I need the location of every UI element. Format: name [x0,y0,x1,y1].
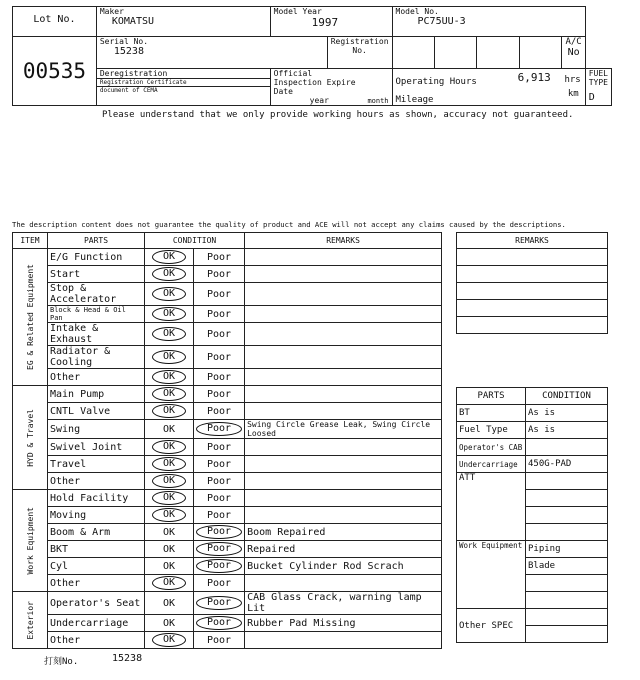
spec-part: Fuel Type [457,422,526,439]
inspection-row [13,323,442,346]
spec-condition: As is [526,405,608,422]
poor-mark: Poor [207,371,232,383]
remark: Boom Repaired [245,524,442,541]
poor-cell [194,439,245,456]
ok-mark: OK [162,526,176,538]
maker-value: KOMATSU [111,16,155,27]
inspection-row [13,249,442,266]
ok-mark: OK [152,370,186,384]
ok-mark: OK [152,440,186,454]
blank-remark-row [457,317,608,334]
ok-cell [145,558,194,575]
year-label: year [309,96,329,105]
spec-part: PARTS [457,388,526,405]
part-name: Moving [48,507,145,524]
remark [245,323,442,346]
spec-condition [526,439,608,456]
part-name: Other [48,575,145,592]
blank-remark-row [457,283,608,300]
lot-no-value: 00535 [22,59,87,83]
ok-mark: OK [152,474,186,488]
spec-condition [526,473,608,490]
item-group-label: Exterior [25,600,35,640]
remark [245,386,442,403]
poor-cell [194,632,245,649]
inspection-row [13,575,442,592]
inspection-row [13,524,442,541]
cema-label: document of CEMA [99,87,158,94]
poor-mark: Poor [207,251,232,263]
spec-part: Operator's CAB [457,439,526,456]
ok-mark: OK [152,387,186,401]
part-name: Other [48,632,145,649]
model-no-cell [392,7,585,37]
right-remarks-header: REMARKS [457,233,608,249]
poor-mark: Poor [196,596,242,610]
maker-label: Maker [99,7,124,16]
inspection-table [12,232,442,649]
poor-mark: Poor [207,475,232,487]
poor-cell [194,306,245,323]
registration-cell [327,37,392,69]
inspection-row [13,473,442,490]
spec-row [457,439,608,456]
spacer-cell [457,334,608,388]
model-no-label: Model No. [395,7,439,16]
inspection-row [13,346,442,369]
poor-mark: Poor [207,634,232,646]
poor-mark: Poor [207,388,232,400]
remark [245,306,442,323]
ok-cell [145,524,194,541]
inspection-row [13,507,442,524]
inspection-row [13,439,442,456]
ok-cell [145,306,194,323]
remark: Bucket Cylinder Rod Scrach [245,558,442,575]
item-group-label: HYD & Travel [25,408,35,467]
ok-mark: OK [152,633,186,647]
work-equipment-item [526,592,608,609]
inspection-row [13,283,442,306]
spec-condition: As is [526,422,608,439]
blank-remark-cell [457,283,608,300]
km-label: km [567,89,579,99]
ok-mark: OK [162,423,176,435]
ok-cell [145,266,194,283]
col-item: ITEM [13,233,48,249]
ok-mark: OK [152,250,186,264]
fuel-type-cell [585,69,611,106]
inspection-row [13,615,442,632]
inspection-row [13,592,442,615]
blank-remark-cell [457,317,608,334]
maker-cell [96,7,270,37]
poor-cell [194,266,245,283]
spec-part: BT [457,405,526,422]
remark [245,369,442,386]
reg-box-4 [519,37,562,69]
hours-cell [392,69,585,106]
inspection-row [13,456,442,473]
fuel-type-label: FUEL TYPE [588,69,608,87]
poor-mark: Poor [207,351,232,363]
spec-row [457,405,608,422]
poor-cell [194,249,245,266]
att-extra-cell [526,490,608,507]
inspection-row [13,558,442,575]
blank-remark-cell [457,249,608,266]
remark: CAB Glass Crack, warning lamp Lit [245,592,442,615]
spec-row [457,473,608,490]
ok-cell [145,473,194,490]
mileage-label: Mileage [395,95,434,105]
ok-mark: OK [152,350,186,364]
blank-remark-cell [457,266,608,283]
part-name: Main Pump [48,386,145,403]
poor-mark: Poor [207,441,232,453]
spec-part: ATT [457,473,526,541]
poor-cell [194,592,245,615]
poor-mark: Poor [196,525,242,539]
remark [245,575,442,592]
part-name: Cyl [48,558,145,575]
att-extra-cell [526,524,608,541]
part-name: Intake & Exhaust [48,323,145,346]
ok-cell [145,283,194,306]
poor-cell [194,473,245,490]
ok-mark: OK [152,576,186,590]
poor-mark: Poor [207,288,232,300]
remark [245,439,442,456]
fuel-type-value: D [588,92,595,103]
ok-cell [145,507,194,524]
ok-cell [145,323,194,346]
model-no-value: PC75UU-3 [417,16,466,27]
part-name: Other [48,369,145,386]
poor-mark: Poor [207,509,232,521]
ok-cell [145,386,194,403]
item-group-cell [13,249,48,386]
remark [245,283,442,306]
blank-remark-row [457,266,608,283]
att-extra-cell [526,507,608,524]
part-name: Stop & Accelerator [48,283,145,306]
poor-cell [194,507,245,524]
inspection-row [13,403,442,420]
ok-cell [145,575,194,592]
inspection-cell [270,69,392,106]
remark: Rubber Pad Missing [245,615,442,632]
stamp-no-value: 15238 [112,653,143,664]
remark [245,490,442,507]
ok-mark: OK [152,491,186,505]
hours-accuracy-note: Please understand that we only provide working hours as shown, accuracy not guaranteed. [102,110,574,120]
part-name: Hold Facility [48,490,145,507]
spec-table [456,232,608,643]
poor-cell [194,524,245,541]
part-name: Undercarriage [48,615,145,632]
ok-cell [145,249,194,266]
inspection-row [13,541,442,558]
spec-condition: 450G-PAD [526,456,608,473]
remark [245,507,442,524]
ok-cell [145,439,194,456]
poor-mark: Poor [196,422,242,436]
inspection-row [13,632,442,649]
part-name: Operator's Seat [48,592,145,615]
ac-cell [562,37,585,69]
work-equipment-item: Blade [526,558,608,575]
poor-cell [194,283,245,306]
part-name: BKT [48,541,145,558]
ok-mark: OK [152,508,186,522]
ok-cell [145,490,194,507]
deregistration-cell [96,69,270,106]
ok-mark: OK [152,267,186,281]
ok-mark: OK [152,404,186,418]
poor-mark: Poor [207,268,232,280]
ok-mark: OK [162,543,176,555]
registration-label: Registration No. [330,37,389,55]
poor-mark: Poor [207,405,232,417]
disclaimer: The description content does not guarantee the quality of product and ACE will not accept any claims caused by the descriptions. [12,220,566,229]
remark [245,456,442,473]
reg-cert-label: Registration Certificate [97,79,270,87]
deregistration-label: Deregistration [97,69,270,79]
part-name: Block & Head & Oil Pan [48,306,145,323]
model-year-value: 1997 [311,16,339,29]
reg-box-3 [477,37,519,69]
blank-remark-row [457,249,608,266]
reg-box-2 [434,37,476,69]
poor-mark: Poor [196,559,242,573]
poor-mark: Poor [196,542,242,556]
lot-no-cell [13,37,97,106]
part-name: Radiator & Cooling [48,346,145,369]
poor-cell [194,323,245,346]
inspection-row [13,306,442,323]
item-group-label: Work Equipment [25,506,35,575]
operating-hours-value: 6,913 [517,71,551,84]
col-remarks: REMARKS [245,233,442,249]
ok-cell [145,369,194,386]
hrs-label: hrs [564,75,581,85]
ok-cell [145,592,194,615]
spec-row [457,422,608,439]
part-name: Travel [48,456,145,473]
poor-cell [194,456,245,473]
poor-cell [194,575,245,592]
stamp-no-label: 打刻No. [44,657,79,667]
inspection-label: Official Inspection Expire Date [273,69,356,96]
ok-cell [145,420,194,439]
spec-condition: CONDITION [526,388,608,405]
poor-cell [194,490,245,507]
poor-mark: Poor [207,458,232,470]
blank-remark-cell [457,300,608,317]
poor-cell [194,420,245,439]
ok-cell [145,346,194,369]
ok-mark: OK [152,287,186,301]
ok-cell [145,456,194,473]
poor-cell [194,369,245,386]
remark [245,346,442,369]
spec-part: Undercarriage [457,456,526,473]
model-year-label: Model Year [273,7,322,16]
poor-mark: Poor [207,328,232,340]
ok-mark: OK [152,327,186,341]
inspection-row [13,386,442,403]
vehicle-header-table [12,6,612,106]
remark [245,249,442,266]
item-group-cell [13,386,48,490]
poor-mark: Poor [207,577,232,589]
reg-box-1 [392,37,434,69]
poor-mark: Poor [207,308,232,320]
spec-header-row [457,388,608,405]
other-spec-row [457,609,608,626]
part-name: Swivel Joint [48,439,145,456]
spacer-row [457,334,608,388]
remark [245,473,442,490]
poor-cell [194,403,245,420]
work-equipment-item: Piping [526,541,608,558]
ac-label: A/C [565,37,582,47]
ac-value: No [567,47,580,58]
item-group-label: EG & Related Equipment [25,264,35,370]
poor-cell [194,541,245,558]
ok-cell [145,615,194,632]
other-spec-label: Other SPEC [457,609,526,643]
poor-cell [194,615,245,632]
remark [245,403,442,420]
inspection-row [13,420,442,439]
ok-mark: OK [152,457,186,471]
part-name: CNTL Valve [48,403,145,420]
serial-value: 15238 [113,46,144,57]
other-spec-value [526,609,608,626]
spec-row [457,456,608,473]
model-year-cell [270,7,392,37]
ok-mark: OK [162,560,176,572]
work-equipment-label: Work Equipment [457,541,526,609]
poor-mark: Poor [196,616,242,630]
poor-cell [194,558,245,575]
work-equipment-item [526,575,608,592]
serial-cell [96,37,327,69]
item-group-cell [13,490,48,592]
remark [245,266,442,283]
remark: Swing Circle Grease Leak, Swing Circle Loosed [245,420,442,439]
blank-remark-row [457,300,608,317]
poor-cell [194,346,245,369]
item-group-cell [13,592,48,649]
ok-mark: OK [162,617,176,629]
col-parts: PARTS [48,233,145,249]
ok-cell [145,541,194,558]
poor-cell [194,386,245,403]
part-name: Other [48,473,145,490]
month-label: month [367,97,389,105]
lot-no-label: Lot No. [33,14,76,25]
operating-hours-label: Operating Hours [395,77,477,87]
poor-mark: Poor [207,492,232,504]
ok-mark: OK [152,307,186,321]
ok-mark: OK [162,597,176,609]
work-equipment-row [457,541,608,558]
other-spec-value [526,626,608,643]
part-name: E/G Function [48,249,145,266]
remark [245,632,442,649]
lot-no-label-cell [13,7,97,37]
part-name: Boom & Arm [48,524,145,541]
ok-cell [145,632,194,649]
part-name: Start [48,266,145,283]
remark: Repaired [245,541,442,558]
part-name: Swing [48,420,145,439]
col-condition: CONDITION [145,233,245,249]
ok-cell [145,403,194,420]
inspection-row [13,490,442,507]
serial-label: Serial No. [99,37,149,46]
inspection-row [13,369,442,386]
inspection-row [13,266,442,283]
